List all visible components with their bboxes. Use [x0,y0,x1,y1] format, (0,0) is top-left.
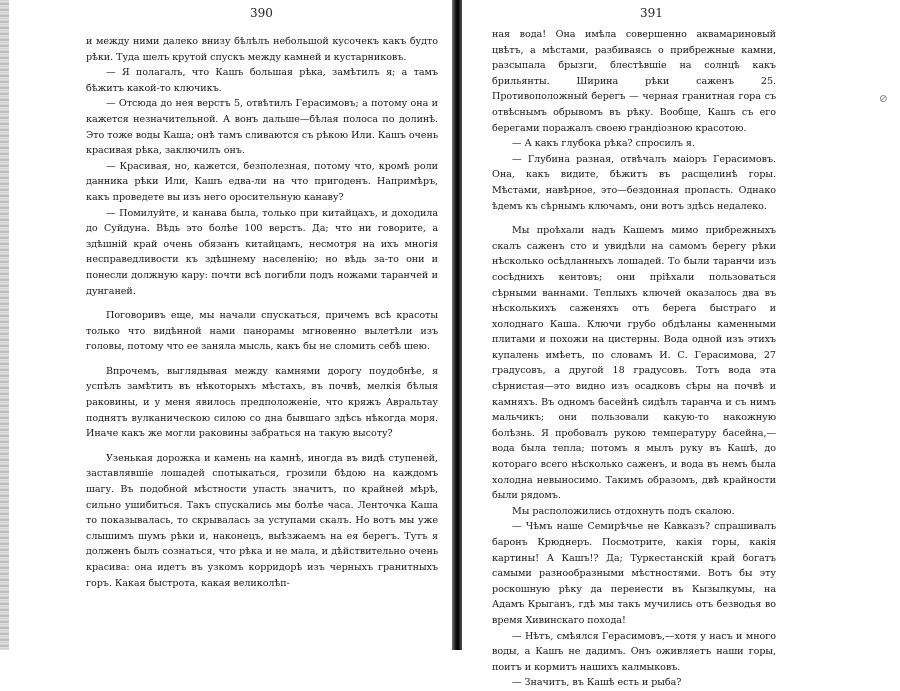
paragraph: — Красивая, но, кажется, безполезная, потому что, кромѣ роли данника рѣки Или, Кашъ едва-ли на что пригоденъ. Напримѣръ, какъ проведете вы изъ него оросительную канаву? [86,160,438,203]
paragraph: — Отсюда до нея верстъ 5, отвѣтилъ Герасимовъ; а потому она и кажется незначительной. А вонъ дальше—бѣлая полоса по долинѣ. Это тоже воды Каша; онѣ тамъ сливаются съ рѣкою Или. Кашъ очень красивая рѣка, заключилъ онъ. [86,98,438,157]
paragraph: — Нѣтъ, смѣялся Герасимовъ,—хотя у насъ и много воды, а Кашъ не дадимъ. Онъ оживляетъ наши горы, поитъ и кормитъ нашихъ калмыковъ. [492,630,776,673]
paragraph: Впрочемъ, выглядывая между камнями дорогу поудобнѣе, я успѣлъ замѣтить въ нѣкоторыхъ мѣстахъ, въ почвѣ, мелкія бѣлыя раковины, и у меня явилось предположеніе, что кряжъ Авральтау поднятъ вулканическою силою со дна бывшаго здѣсь нѣкогда моря. Иначе какъ же могли раковины забраться на такую высоту? [86,365,438,440]
page-number-left: 390 [250,6,273,20]
paragraph: — Помилуйте, и канава была, только при китайцахъ, и доходила до Суйдуна. Вѣдь это болѣе 100 верстъ. Да; что ни говорите, а здѣшній край очень обязанъ китайцамъ, несмотря на ихъ многія несправедливости къ здѣшнему населенію; но вѣдь за-то они и понесли должную кару: почти всѣ погибли подъ ножами таранчей и дунганей. [86,207,438,297]
paragraph: — А какъ глубока рѣка? спросилъ я. [512,138,695,150]
book-gutter [452,0,462,650]
paragraph: — Значитъ, въ Кашѣ есть и рыба? [512,677,682,689]
right-page [462,0,900,689]
margin-mark-icon: ⊘ [878,92,888,105]
paragraph: Поговоривъ еще, мы начали спускаться, причемъ всѣ красоты только что видѣнной нами панорамы мгновенно вылетѣли изъ головы, потому что ее заняла мысль, какъ бы не сломить себѣ шею. [86,310,438,353]
paragraph: — Глубина разная, отвѣчалъ маіоръ Герасимовъ. Она, какъ видите, бѣжитъ въ расщелинѣ горы. Мѣстами, навѣрное, это—бездонная пропасть. Однако ѣдемъ къ сѣрнымъ ключамъ, они вотъ здѣсь недалеко. [492,153,776,212]
paragraph: — Я полагалъ, что Кашъ большая рѣка, замѣтилъ я; а тамъ бѣжитъ какой-то ключикъ. [86,67,438,94]
right-page-body [492,27,776,691]
paragraph: и между ними далеко внизу бѣлѣлъ небольшой кусочекъ какъ будто рѣки. Туда шелъ крутой спускъ между камней и кустарниковъ. [86,36,438,63]
paragraph: ная вода! Она имѣла совершенно аквамариновый цвѣтъ, а мѣстами, разбиваясь о прибрежные камни, разсыпала брызги, блестѣвшіе на солнцѣ какъ брильянты. Ширина рѣки саженъ 25. Противоположный берегъ — черная гранитная гора съ отвѣснымъ обрывомъ въ рѣку. Вообще, Кашъ съ его берегами поражалъ своею грандіозною красотою. [492,29,776,134]
paragraph: Мы проѣхали надъ Кашемъ мимо прибрежныхъ скалъ саженъ сто и увидѣли на самомъ берегу рѣки нѣсколько осѣдланныхъ лошадей. То были таранчи изъ сосѣднихъ кентовъ; они пріѣхали пользоваться сѣрными ваннами. Теплыхъ ключей оказалось два въ нѣсколькихъ саженяхъ отъ берега быстраго и холоднаго Каша. Ключи грубо обдѣланы каменными плитами и похожи на цистерны. Вода одной изъ этихъ купалень имѣетъ, по словамъ И. С. Герасимова, 27 градусовъ, а другой 18 градусовъ. Тотъ вода эта сѣрнистая—это видно изъ осадковъ сѣры на почвѣ и камняхъ. Въ одномъ басейнѣ сидѣлъ таранча и съ нимъ мальчикъ; они пользовали какую-то накожную болѣзнь. Я пробовалъ рукою температуру басейна,—вода была тепла; потомъ я мылъ руку въ Кашѣ, до котораго всего нѣсколько саженъ, и вода въ немъ была холодна невыносимо. Такимъ образомъ, двѣ крайности были рядомъ. [492,225,776,502]
left-page-body [86,34,438,591]
page-number-right: 391 [640,6,663,20]
left-page [0,0,452,650]
paragraph: Мы расположились отдохнуть подъ скалою. [512,505,735,517]
paragraph: Узенькая дорожка и камень на камнѣ, иногда въ видѣ ступеней, заставлявшіе лошадей спотыкаться, грозили бѣдою на каждомъ шагу. Въ подобной мѣстности упасть значитъ, по крайней мѣрѣ, сильно ушибиться. Такъ спускались мы болѣе часа. Ленточка Каша то показывалась, то скрывалась за уступами скалъ. Но вотъ мы уже слышимъ шумъ рѣки и, наконецъ, выѣзжаемъ на ея берегъ. Тутъ я долженъ былъ сознаться, что рѣка и не мала, и дѣйствительно очень красива: она идетъ въ узкомъ корридорѣ изъ черныхъ гранитныхъ горъ. Какая быстрота, какая великолѣп- [86,452,438,589]
paragraph: — Чѣмъ наше Семирѣчье не Кавказъ? спрашивалъ баронъ Крюднеръ. Посмотрите, какія горы, какія картины! А Кашъ!? Да; Туркестанскій край богатъ самыми разнообразными мѣстностями. Вотъ бы эту роскошную рѣку да перенести въ Кызылкумы, на Адамъ Крыганъ, гдѣ мы такъ мучились отъ безводья во время Хивинскаго похода! [492,521,776,626]
